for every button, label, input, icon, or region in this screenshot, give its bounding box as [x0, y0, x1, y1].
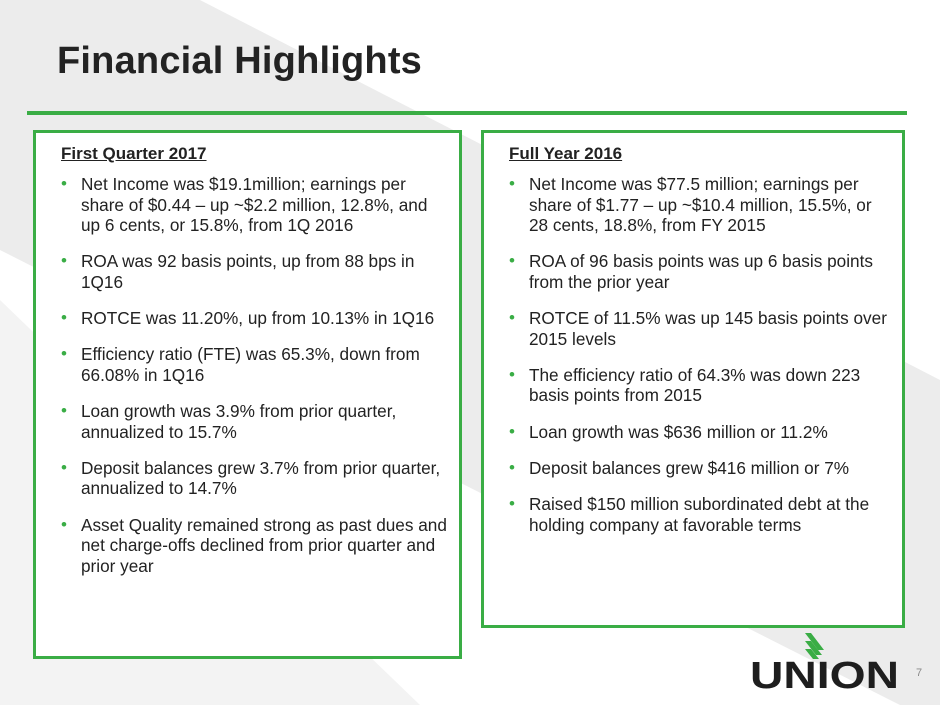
first-quarter-bullet-list — [61, 174, 449, 576]
list-item: • Loan growth was $636 million or 11.2% — [509, 421, 828, 442]
bullet-icon: • — [61, 457, 67, 477]
list-item: • Deposit balances grew $416 million or 7% — [509, 457, 850, 478]
first-quarter-panel — [33, 130, 462, 659]
list-item: • ROA was 92 basis points, up from 88 bps in 1Q16 — [61, 251, 415, 292]
bullet-icon: • — [61, 344, 67, 364]
list-item: • Efficiency ratio (FTE) was 65.3%, down from 66.08% in 1Q16 — [61, 344, 420, 385]
bullet-icon: • — [61, 308, 67, 328]
list-item: • Net Income was $77.5 million; earnings per share of $1.77 – up ~$10.4 million, 15.5%, or 28 cents, 18.8%, from FY 2015 — [509, 174, 872, 235]
title-divider — [27, 111, 907, 115]
page-title: Financial Highlights — [57, 40, 423, 82]
list-item: • The efficiency ratio of 64.3% was down 223 basis points from 2015 — [509, 364, 861, 406]
bullet-icon: • — [61, 514, 67, 534]
full-year-heading: Full Year 2016 — [509, 144, 623, 163]
bullet-icon: • — [61, 251, 67, 271]
list-item: • Asset Quality remained strong as past dues and net charge-offs declined from prior quarter and prior year — [61, 514, 447, 576]
first-quarter-heading: First Quarter 2017 — [61, 144, 207, 163]
union-logo — [748, 630, 901, 692]
bullet-icon: • — [509, 421, 515, 441]
full-year-bullet-list — [509, 174, 892, 535]
logo-wordmark: UNION — [750, 655, 899, 692]
list-item: • Net Income was $19.1million; earnings per share of $0.44 – up ~$2.2 million, 12.8%, and up 6 cents, or 15.8%, from 1Q 2016 — [61, 174, 428, 235]
page-number: 7 — [916, 667, 923, 679]
list-item: • ROA of 96 basis points was up 6 basis points from the prior year — [509, 251, 873, 292]
list-item: • Deposit balances grew 3.7% from prior quarter, annualized to 14.7% — [61, 457, 441, 499]
bullet-icon: • — [509, 308, 515, 328]
bullet-icon: • — [509, 457, 515, 477]
full-year-panel — [481, 130, 905, 628]
list-item: • Raised $150 million subordinated debt at the holding company at favorable terms — [509, 494, 870, 535]
bullet-icon: • — [509, 364, 515, 384]
bullet-icon: • — [509, 174, 515, 193]
list-item: • ROTCE was 11.20%, up from 10.13% in 1Q16 — [61, 308, 435, 329]
bullet-icon: • — [509, 251, 515, 271]
list-item: • ROTCE of 11.5% was up 145 basis points over 2015 levels — [509, 308, 887, 349]
bullet-icon: • — [509, 494, 515, 514]
bullet-icon: • — [61, 174, 67, 193]
bullet-icon: • — [61, 401, 67, 421]
list-item: • Loan growth was 3.9% from prior quarter, annualized to 15.7% — [61, 401, 397, 442]
